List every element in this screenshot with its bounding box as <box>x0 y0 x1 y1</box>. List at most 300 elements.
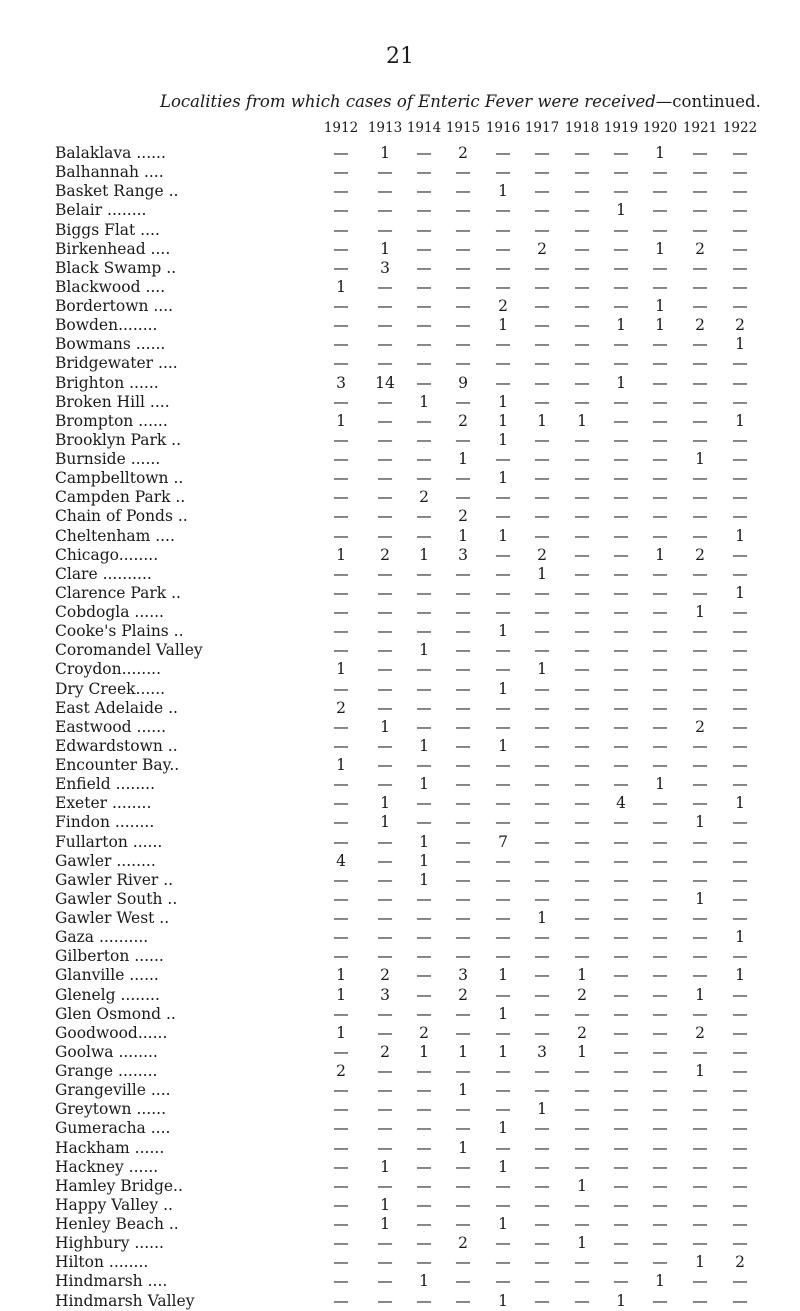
case-count: 1 <box>498 966 508 985</box>
table-row <box>0 603 800 622</box>
case-count: — <box>692 564 708 583</box>
case-count: — <box>732 870 748 889</box>
case-count: — <box>574 947 590 966</box>
case-count: — <box>732 679 748 698</box>
case-count: 1 <box>655 316 665 335</box>
case-count: — <box>574 832 590 851</box>
year-header: 1921 <box>682 120 718 136</box>
case-count: — <box>377 870 393 889</box>
case-count: — <box>652 717 668 736</box>
case-count: — <box>416 1253 432 1272</box>
locality-name: Brooklyn Park .. <box>55 430 182 449</box>
case-count: — <box>534 335 550 354</box>
table-row <box>0 201 800 220</box>
case-count: 1 <box>577 411 587 430</box>
case-count: 1 <box>419 641 429 660</box>
case-count: 3 <box>458 966 468 985</box>
table-row <box>0 1043 800 1062</box>
case-count: — <box>574 297 590 315</box>
locality-name: Hackham ...... <box>55 1138 165 1157</box>
heading-title: Localities from which cases of Enteric Fever were received <box>160 92 656 111</box>
locality-name: Black Swamp .. <box>55 258 177 277</box>
case-count: — <box>455 1119 471 1138</box>
year-header: 1917 <box>524 120 560 136</box>
case-count: — <box>416 1081 432 1100</box>
case-count: — <box>574 813 590 832</box>
case-count: — <box>455 698 471 717</box>
case-count: — <box>613 545 629 564</box>
case-count: — <box>416 163 432 182</box>
locality-name: Gaza .......... <box>55 928 149 947</box>
locality-name: Gilberton ...... <box>55 947 164 966</box>
case-count: — <box>495 794 511 813</box>
case-count: 1 <box>419 392 429 411</box>
case-count: — <box>652 1253 668 1272</box>
case-count: — <box>416 813 432 832</box>
case-count: 14 <box>375 373 395 392</box>
case-count: 4 <box>336 851 346 870</box>
case-count: — <box>333 201 349 220</box>
case-count: — <box>416 794 432 813</box>
table-row <box>0 1234 800 1253</box>
case-count: — <box>613 1023 629 1042</box>
case-count: — <box>495 1195 511 1214</box>
locality-name: Coromandel Valley <box>55 641 203 660</box>
case-count: — <box>692 583 708 602</box>
case-count: — <box>613 277 629 296</box>
locality-name: Encounter Bay.. <box>55 756 180 774</box>
case-count: — <box>652 526 668 545</box>
case-count: — <box>692 1234 708 1253</box>
case-count: 1 <box>695 603 705 621</box>
case-count: — <box>732 851 748 870</box>
case-count: — <box>613 1234 629 1253</box>
case-count: — <box>534 985 550 1004</box>
table-row <box>0 1158 800 1177</box>
locality-name: Cheltenham .... <box>55 526 175 545</box>
case-count: — <box>574 1100 590 1119</box>
locality-name: Henley Beach .. <box>55 1215 179 1233</box>
case-count: — <box>455 1004 471 1023</box>
case-count: 1 <box>498 679 508 698</box>
locality-name: Fullarton ...... <box>55 832 163 851</box>
case-count: — <box>652 679 668 698</box>
page-number: 21 <box>386 44 414 69</box>
case-count: — <box>495 756 511 774</box>
year-header-row <box>0 120 800 140</box>
case-count: — <box>416 277 432 296</box>
table-row <box>0 240 800 259</box>
case-count: — <box>377 660 393 679</box>
case-count: — <box>692 851 708 870</box>
case-count: — <box>377 851 393 870</box>
case-count: — <box>613 1157 629 1176</box>
case-count: — <box>377 411 393 430</box>
case-count: — <box>613 698 629 717</box>
case-count: — <box>613 775 629 794</box>
case-count: 1 <box>498 316 508 335</box>
case-count: — <box>377 335 393 354</box>
table-row <box>0 1253 800 1272</box>
case-count: — <box>534 450 550 468</box>
case-count: — <box>495 603 511 621</box>
case-count: — <box>652 1176 668 1195</box>
case-count: — <box>455 1157 471 1176</box>
case-count: — <box>652 392 668 411</box>
case-count: — <box>732 1215 748 1233</box>
case-count: — <box>574 526 590 545</box>
case-count: — <box>574 392 590 411</box>
case-count: 1 <box>498 182 508 201</box>
locality-name: Birkenhead .... <box>55 239 171 258</box>
case-count: — <box>416 909 432 927</box>
case-count: — <box>574 335 590 354</box>
case-count: — <box>495 450 511 468</box>
case-count: — <box>732 832 748 851</box>
case-count: — <box>692 698 708 717</box>
case-count: — <box>495 258 511 277</box>
case-count: — <box>416 622 432 641</box>
locality-name: Grangeville .... <box>55 1081 171 1100</box>
case-count: — <box>652 488 668 507</box>
case-count: — <box>613 813 629 832</box>
table-row <box>0 584 800 603</box>
case-count: — <box>652 794 668 813</box>
case-count: — <box>732 717 748 736</box>
case-count: — <box>495 507 511 526</box>
year-header: 1915 <box>445 120 481 136</box>
case-count: — <box>652 258 668 277</box>
case-count: — <box>377 163 393 182</box>
case-count: — <box>732 775 748 794</box>
case-count: — <box>416 679 432 698</box>
case-count: — <box>613 526 629 545</box>
case-count: — <box>692 430 708 449</box>
case-count: — <box>732 488 748 507</box>
case-count: — <box>652 430 668 449</box>
table-row <box>0 1081 800 1100</box>
case-count: — <box>652 1004 668 1023</box>
table-row <box>0 393 800 412</box>
case-count: — <box>416 526 432 545</box>
case-count: — <box>416 1195 432 1214</box>
case-count: — <box>613 832 629 851</box>
case-count: — <box>333 239 349 258</box>
case-count: — <box>534 698 550 717</box>
case-count: — <box>455 182 471 201</box>
table-row <box>0 641 800 660</box>
case-count: — <box>377 1100 393 1119</box>
case-count: — <box>534 258 550 277</box>
case-count: — <box>732 1004 748 1023</box>
case-count: — <box>613 1138 629 1157</box>
locality-name: Highbury ...... <box>55 1234 164 1253</box>
case-count: — <box>732 144 748 162</box>
case-count: — <box>574 545 590 564</box>
case-count: — <box>732 469 748 488</box>
table-row <box>0 1062 800 1081</box>
case-count: — <box>455 1195 471 1214</box>
case-count: — <box>613 430 629 449</box>
case-count: — <box>692 201 708 220</box>
case-count: — <box>495 583 511 602</box>
table-heading <box>160 92 761 111</box>
case-count: 1 <box>336 277 346 296</box>
table-row <box>0 1177 800 1196</box>
case-count: — <box>574 794 590 813</box>
case-count: — <box>416 201 432 220</box>
case-count: — <box>416 411 432 430</box>
case-count: — <box>574 430 590 449</box>
case-count: — <box>652 889 668 908</box>
case-count: — <box>534 373 550 392</box>
case-count: — <box>732 373 748 392</box>
case-count: — <box>613 239 629 258</box>
heading-continued: —continued. <box>655 92 761 111</box>
case-count: — <box>416 220 432 239</box>
case-count: 2 <box>695 545 705 564</box>
case-count: 1 <box>735 966 745 985</box>
case-count: — <box>613 756 629 774</box>
case-count: — <box>652 622 668 641</box>
case-count: — <box>416 335 432 354</box>
case-count: — <box>652 450 668 468</box>
case-count: — <box>732 392 748 411</box>
case-count: — <box>333 488 349 507</box>
year-header: 1913 <box>367 120 403 136</box>
case-count: 1 <box>498 1004 508 1023</box>
case-count: — <box>455 201 471 220</box>
case-count: 1 <box>419 1272 429 1291</box>
case-count: — <box>455 1272 471 1291</box>
case-count: — <box>333 144 349 162</box>
table-row <box>0 354 800 373</box>
case-count: 1 <box>537 564 547 583</box>
case-count: 1 <box>419 832 429 851</box>
case-count: 1 <box>498 1119 508 1138</box>
case-count: — <box>574 1081 590 1100</box>
table-row <box>0 488 800 507</box>
case-count: — <box>732 297 748 315</box>
case-count: — <box>652 220 668 239</box>
table-row <box>0 813 800 832</box>
case-count: — <box>455 1100 471 1119</box>
case-count: — <box>534 870 550 889</box>
case-count: 2 <box>458 411 468 430</box>
case-count: — <box>652 1081 668 1100</box>
case-count: 1 <box>458 1138 468 1157</box>
case-count: — <box>574 679 590 698</box>
case-count: — <box>692 297 708 315</box>
case-count: — <box>574 182 590 201</box>
case-count: 1 <box>655 144 665 162</box>
locality-name: Exeter ........ <box>55 794 152 813</box>
case-count: — <box>732 641 748 660</box>
case-count: — <box>613 182 629 201</box>
table-row <box>0 680 800 699</box>
case-count: 1 <box>695 1253 705 1272</box>
case-count: — <box>495 163 511 182</box>
case-count: 1 <box>735 794 745 813</box>
case-count: — <box>455 909 471 927</box>
case-count: — <box>333 1042 349 1061</box>
case-count: 1 <box>336 1023 346 1042</box>
case-count: — <box>574 622 590 641</box>
case-count: — <box>333 1291 349 1310</box>
case-count: — <box>613 583 629 602</box>
case-count: 1 <box>419 775 429 794</box>
table-row <box>0 1100 800 1119</box>
case-count: — <box>333 1253 349 1272</box>
case-count: — <box>574 736 590 755</box>
case-count: — <box>495 1100 511 1119</box>
case-count: — <box>495 373 511 392</box>
case-count: — <box>692 641 708 660</box>
table-row <box>0 1272 800 1291</box>
case-count: — <box>732 1176 748 1195</box>
case-count: — <box>377 909 393 927</box>
case-count: — <box>613 679 629 698</box>
case-count: — <box>416 966 432 985</box>
case-count: — <box>333 928 349 947</box>
case-count: — <box>333 507 349 526</box>
case-count: — <box>613 297 629 315</box>
year-header: 1918 <box>564 120 600 136</box>
case-count: 1 <box>695 1062 705 1080</box>
case-count: — <box>495 870 511 889</box>
case-count: — <box>652 966 668 985</box>
case-count: — <box>333 1234 349 1253</box>
case-count: — <box>333 354 349 373</box>
case-count: — <box>377 736 393 755</box>
case-count: — <box>574 1291 590 1310</box>
case-count: — <box>333 1272 349 1291</box>
case-count: — <box>377 1176 393 1195</box>
locality-name: Dry Creek...... <box>55 679 166 698</box>
locality-name: Glenelg ........ <box>55 985 160 1004</box>
case-count: — <box>333 297 349 315</box>
table-row <box>0 546 800 565</box>
case-count: — <box>416 698 432 717</box>
table-row <box>0 1196 800 1215</box>
case-count: — <box>652 756 668 774</box>
case-count: — <box>455 794 471 813</box>
table-row <box>0 928 800 947</box>
case-count: — <box>692 1081 708 1100</box>
case-count: — <box>613 1081 629 1100</box>
case-count: 1 <box>616 1291 626 1310</box>
table-row <box>0 737 800 756</box>
case-count: 2 <box>458 1234 468 1253</box>
case-count: — <box>455 736 471 755</box>
case-count: 1 <box>735 526 745 545</box>
case-count: 1 <box>498 1291 508 1310</box>
case-count: — <box>574 564 590 583</box>
case-count: — <box>574 775 590 794</box>
case-count: — <box>534 1004 550 1023</box>
case-count: — <box>652 641 668 660</box>
case-count: — <box>455 717 471 736</box>
case-count: — <box>692 1272 708 1291</box>
case-count: — <box>416 430 432 449</box>
case-count: — <box>692 1215 708 1233</box>
case-count: — <box>613 985 629 1004</box>
case-count: — <box>495 1081 511 1100</box>
case-count: 1 <box>498 1157 508 1176</box>
case-count: — <box>692 354 708 373</box>
case-count: — <box>732 660 748 679</box>
case-count: 3 <box>380 985 390 1004</box>
case-count: — <box>333 450 349 468</box>
locality-name: Brighton ...... <box>55 373 159 392</box>
case-count: 1 <box>616 201 626 220</box>
case-count: — <box>495 545 511 564</box>
case-count: — <box>732 545 748 564</box>
case-count: — <box>377 316 393 335</box>
case-count: — <box>652 909 668 927</box>
case-count: — <box>613 507 629 526</box>
case-count: — <box>574 1157 590 1176</box>
case-count: — <box>333 717 349 736</box>
case-count: — <box>534 1215 550 1233</box>
case-count: — <box>692 736 708 755</box>
case-count: 1 <box>380 1157 390 1176</box>
case-count: — <box>495 239 511 258</box>
case-count: — <box>732 1119 748 1138</box>
case-count: — <box>732 603 748 621</box>
case-count: — <box>732 277 748 296</box>
case-count: — <box>377 201 393 220</box>
case-count: — <box>613 488 629 507</box>
case-count: — <box>613 928 629 947</box>
case-count: — <box>416 144 432 162</box>
case-count: — <box>333 832 349 851</box>
table-row <box>0 871 800 890</box>
case-count: — <box>574 717 590 736</box>
locality-name: Enfield ........ <box>55 775 156 794</box>
case-count: — <box>652 1291 668 1310</box>
case-count: — <box>613 1176 629 1195</box>
case-count: — <box>574 889 590 908</box>
case-count: — <box>333 1004 349 1023</box>
case-count: 1 <box>577 966 587 985</box>
case-count: 1 <box>655 545 665 564</box>
year-header: 1919 <box>603 120 639 136</box>
case-count: — <box>455 775 471 794</box>
case-count: — <box>652 736 668 755</box>
case-count: — <box>732 698 748 717</box>
case-count: — <box>652 985 668 1004</box>
case-count: 1 <box>498 526 508 545</box>
case-count: — <box>416 450 432 468</box>
case-count: — <box>416 985 432 1004</box>
case-count: — <box>416 316 432 335</box>
case-count: 2 <box>695 717 705 736</box>
case-count: — <box>613 622 629 641</box>
table-row <box>0 469 800 488</box>
case-count: — <box>613 1062 629 1080</box>
table-row <box>0 966 800 985</box>
case-count: — <box>377 928 393 947</box>
table-row <box>0 890 800 909</box>
case-count: — <box>692 1100 708 1119</box>
case-count: — <box>574 1119 590 1138</box>
case-count: — <box>333 775 349 794</box>
case-count: — <box>652 469 668 488</box>
locality-name: Belair ........ <box>55 201 147 220</box>
case-count: — <box>333 526 349 545</box>
case-count: 1 <box>735 583 745 602</box>
